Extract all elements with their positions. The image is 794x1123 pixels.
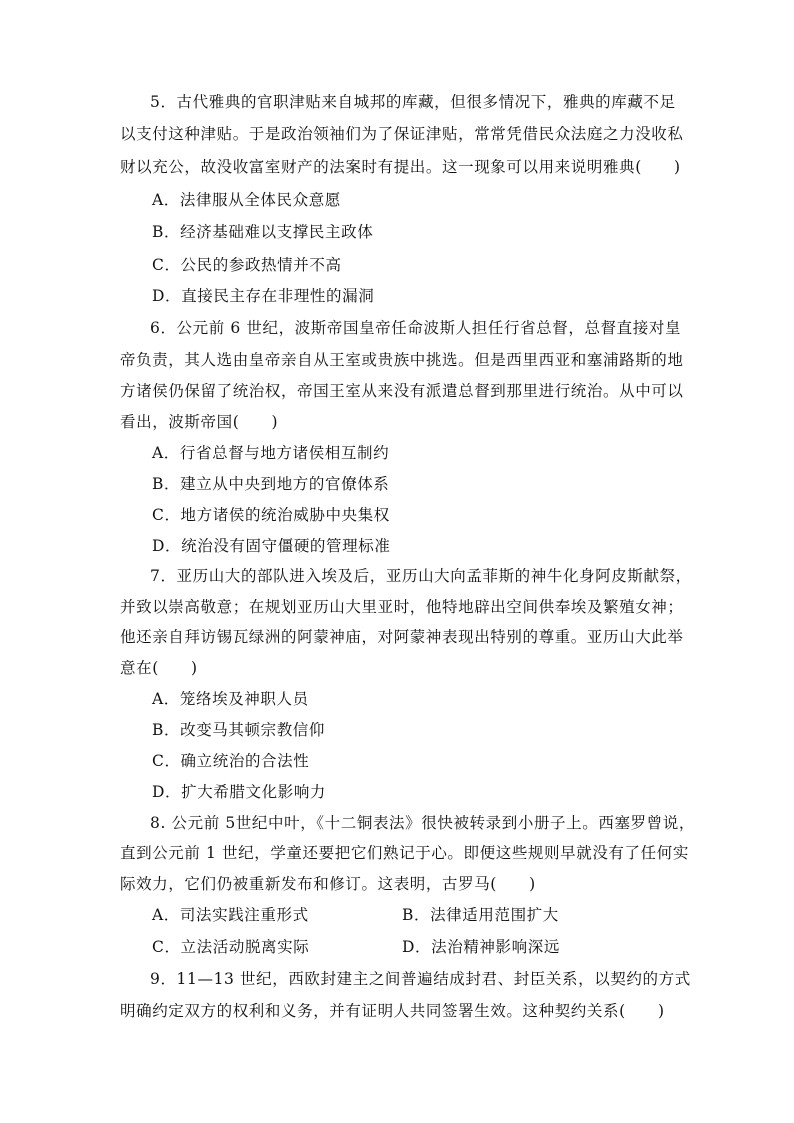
question-8-stem-line-1: 8. 公元前 5世纪中叶，《十二铜表法》很快被转录到小册子上。西塞罗曾说， <box>150 814 695 832</box>
question-7-option-d: D．扩大希腊文化影响力 <box>152 783 327 801</box>
question-5-option-d: D．直接民主存在非理性的漏洞 <box>152 287 375 305</box>
question-6-option-a: A．行省总督与地方诸侯相互制约 <box>152 444 390 462</box>
question-8-option-d: D．法治精神影响深远 <box>402 938 560 956</box>
question-8-stem-line-3: 际效力，它们仍被重新发布和修订。这表明，古罗马( ) <box>120 875 536 893</box>
question-5-option-c: C．公民的参政热情并不高 <box>152 256 342 274</box>
question-6-option-b: B．建立从中央到地方的官僚体系 <box>152 475 390 493</box>
question-6-option-c: C．地方诸侯的统治威胁中央集权 <box>152 506 390 524</box>
question-8-option-c: C．立法活动脱离实际 <box>152 938 310 956</box>
question-7-stem-line-1: 7．亚历山大的部队进入埃及后，亚历山大向孟菲斯的神牛化身阿皮斯献祭， <box>150 567 692 585</box>
question-6-stem-line-4: 看出，波斯帝国( ) <box>120 413 279 431</box>
question-6-option-d: D．统治没有固守僵硬的管理标准 <box>152 537 391 555</box>
question-8-option-a: A．司法实践注重形式 <box>152 906 309 924</box>
question-8-stem-line-2: 直到公元前 1 世纪，学童还要把它们熟记于心。即便这些规则早就没有了任何实 <box>120 844 689 862</box>
question-7-stem-line-2: 并致以崇高敬意；在规划亚历山大里亚时，他特地辟出空间供奉埃及繁殖女神； <box>120 598 684 616</box>
question-5-option-a: A．法律服从全体民众意愿 <box>152 191 341 209</box>
question-7-option-b: B．改变马其顿宗教信仰 <box>152 721 325 739</box>
question-7-stem-line-3: 他还亲自拜访锡瓦绿洲的阿蒙神庙，对阿蒙神表现出特别的尊重。亚历山大此举 <box>120 628 684 646</box>
question-5-stem-line-2: 以支付这种津贴。于是政治领袖们为了保证津贴，常常凭借民众法庭之力没收私 <box>120 125 684 143</box>
question-7-stem-line-4: 意在( ) <box>120 659 198 677</box>
question-7-option-a: A．笼络埃及神职人员 <box>152 690 309 708</box>
question-6-stem-line-3: 方诸侯仍保留了统治权，帝国王室从来没有派遣总督到那里进行统治。从中可以 <box>120 382 684 400</box>
question-8-option-b: B．法律适用范围扩大 <box>402 906 559 924</box>
question-9-stem-line-2: 明确约定双方的权利和义务，并有证明人共同签署生效。这种契约关系( ) <box>120 1002 665 1020</box>
question-9-stem-line-1: 9．11—13 世纪，西欧封建主之间普遍结成封君、封臣关系，以契约的方式 <box>150 970 691 988</box>
question-5-option-b: B．经济基础难以支撑民主政体 <box>152 223 374 241</box>
question-5-stem-line-3: 财以充公，故没收富室财产的法案时有提出。这一现象可以用来说明雅典( ) <box>120 158 681 176</box>
question-6-stem-line-1: 6．公元前 6 世纪，波斯帝国皇帝任命波斯人担任行省总督，总督直接对皇 <box>150 319 682 337</box>
question-7-option-c: C．确立统治的合法性 <box>152 752 310 770</box>
question-5-stem-line-1: 5．古代雅典的官职津贴来自城邦的库藏，但很多情况下，雅典的库藏不足 <box>150 93 676 111</box>
question-6-stem-line-2: 帝负责，其人选由皇帝亲自从王室或贵族中挑选。但是西里西亚和塞浦路斯的地 <box>120 351 684 369</box>
